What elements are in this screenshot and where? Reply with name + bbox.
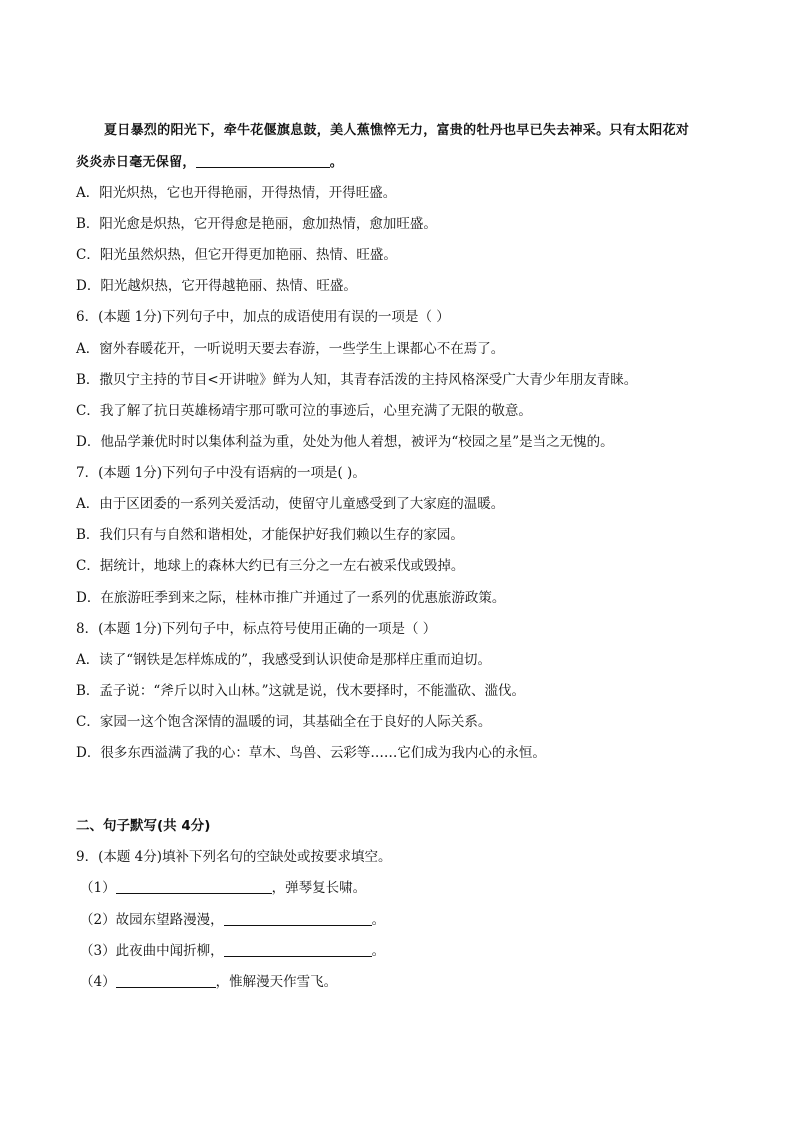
q6-option-c[interactable]: C．我了解了抗日英雄杨靖宇那可歌可泣的事迹后，心里充满了无限的敬意。: [76, 403, 532, 419]
q8-option-b[interactable]: B．孟子说：“斧斤以时入山林。”这就是说，伐木要择时，不能滥砍、滥伐。: [76, 683, 525, 699]
q9-item-1-number: （1）: [80, 880, 116, 896]
q6-option-b[interactable]: B．撒贝宁主持的节目<开讲啦》鲜为人知，其青春活泼的主持风格深受广大青少年朋友青睐。: [76, 372, 638, 388]
q6-option-d[interactable]: D．他品学兼优时时以集体利益为重，处处为他人着想，被评为“校园之星”是当之无愧的。: [76, 434, 614, 450]
q9-item-2-text: 故园东望路漫漫，: [115, 912, 224, 928]
q8-option-c[interactable]: C．家园一这个饱含深情的温暖的词，其基础全在于良好的人际关系。: [76, 714, 492, 730]
q9-stem: 9．(本题 4分)填补下列名句的空缺处或按要求填空。: [76, 849, 392, 865]
q7-option-a[interactable]: A．由于区团委的一系列关爱活动，使留守儿童感受到了大家庭的温暖。: [76, 496, 505, 512]
q9-item-2-end: 。: [371, 912, 386, 928]
q8-option-a[interactable]: A．读了“钢铁是怎样炼成的”，我感受到认识使命是那样庄重而迫切。: [76, 652, 492, 668]
q7-option-b[interactable]: B．我们只有与自然和谐相处，才能保护好我们赖以生存的家园。: [76, 527, 464, 543]
q9-item-3-blank[interactable]: [224, 942, 372, 957]
q9-item-4-blank[interactable]: [116, 973, 216, 988]
passage-answer-blank[interactable]: [196, 153, 330, 168]
q9-item-3: [80, 942, 385, 960]
q8-stem: 8．(本题 1分)下列句子中，标点符号使用正确的一项是（ ）: [76, 621, 437, 637]
q8-option-d[interactable]: D．很多东西溢满了我的心：草木、鸟兽、云彩等……它们成为我内心的永恒。: [76, 745, 546, 761]
passage-line-1: 夏日暴烈的阳光下，牵牛花偃旗息鼓，美人蕉憔悴无力，富贵的牡丹也早已失去神采。只有太阳花对: [104, 123, 690, 138]
q9-item-1: [80, 879, 366, 897]
q5-option-b[interactable]: B．阳光愈是炽热，它开得愈是艳丽，愈加热情，愈加旺盛。: [76, 216, 437, 232]
q9-item-3-number: （3）: [80, 943, 116, 959]
q9-item-1-text: ，弹琴复长啸。: [271, 880, 367, 896]
q9-item-4-text: ，惟解漫天作雪飞。: [215, 974, 338, 990]
passage-line-2: [76, 153, 343, 172]
q9-item-2: [80, 911, 385, 929]
q6-option-a[interactable]: A．窗外春暖花开，一听说明天要去春游，一些学生上课都心不在焉了。: [76, 341, 505, 357]
q7-option-d[interactable]: D．在旅游旺季到来之际，桂林市推广并通过了一系列的优惠旅游政策。: [76, 590, 506, 606]
q9-item-4-number: （4）: [80, 974, 116, 990]
passage-line-2-end: 。: [329, 155, 344, 170]
q6-stem: 6．(本题 1分)下列句子中，加点的成语使用有误的一项是（ ）: [76, 309, 450, 325]
q9-item-4: [80, 973, 337, 991]
q9-item-3-end: 。: [371, 943, 386, 959]
q7-stem: 7．(本题 1分)下列句子中没有语病的一项是( )。: [76, 465, 366, 481]
q7-option-c[interactable]: C．据统计，地球上的森林大约已有三分之一左右被采伐或毁掉。: [76, 558, 465, 574]
q5-option-c[interactable]: C．阳光虽然炽热，但它开得更加艳丽、热情、旺盛。: [76, 247, 397, 263]
q9-item-2-number: （2）: [80, 912, 116, 928]
q5-option-a[interactable]: A．阳光炽热，它也开得艳丽，开得热情，开得旺盛。: [76, 185, 397, 201]
q9-item-1-blank[interactable]: [116, 879, 272, 894]
q9-item-3-text: 此夜曲中闻折柳，: [115, 943, 224, 959]
passage-line-2-text: 炎炎赤日毫无保留，: [76, 155, 196, 170]
q5-option-d[interactable]: D．阳光越炽热，它开得越艳丽、热情、旺盛。: [76, 278, 357, 294]
q9-item-2-blank[interactable]: [224, 911, 372, 926]
section-2-title: 二、句子默写(共 4分): [76, 818, 211, 834]
